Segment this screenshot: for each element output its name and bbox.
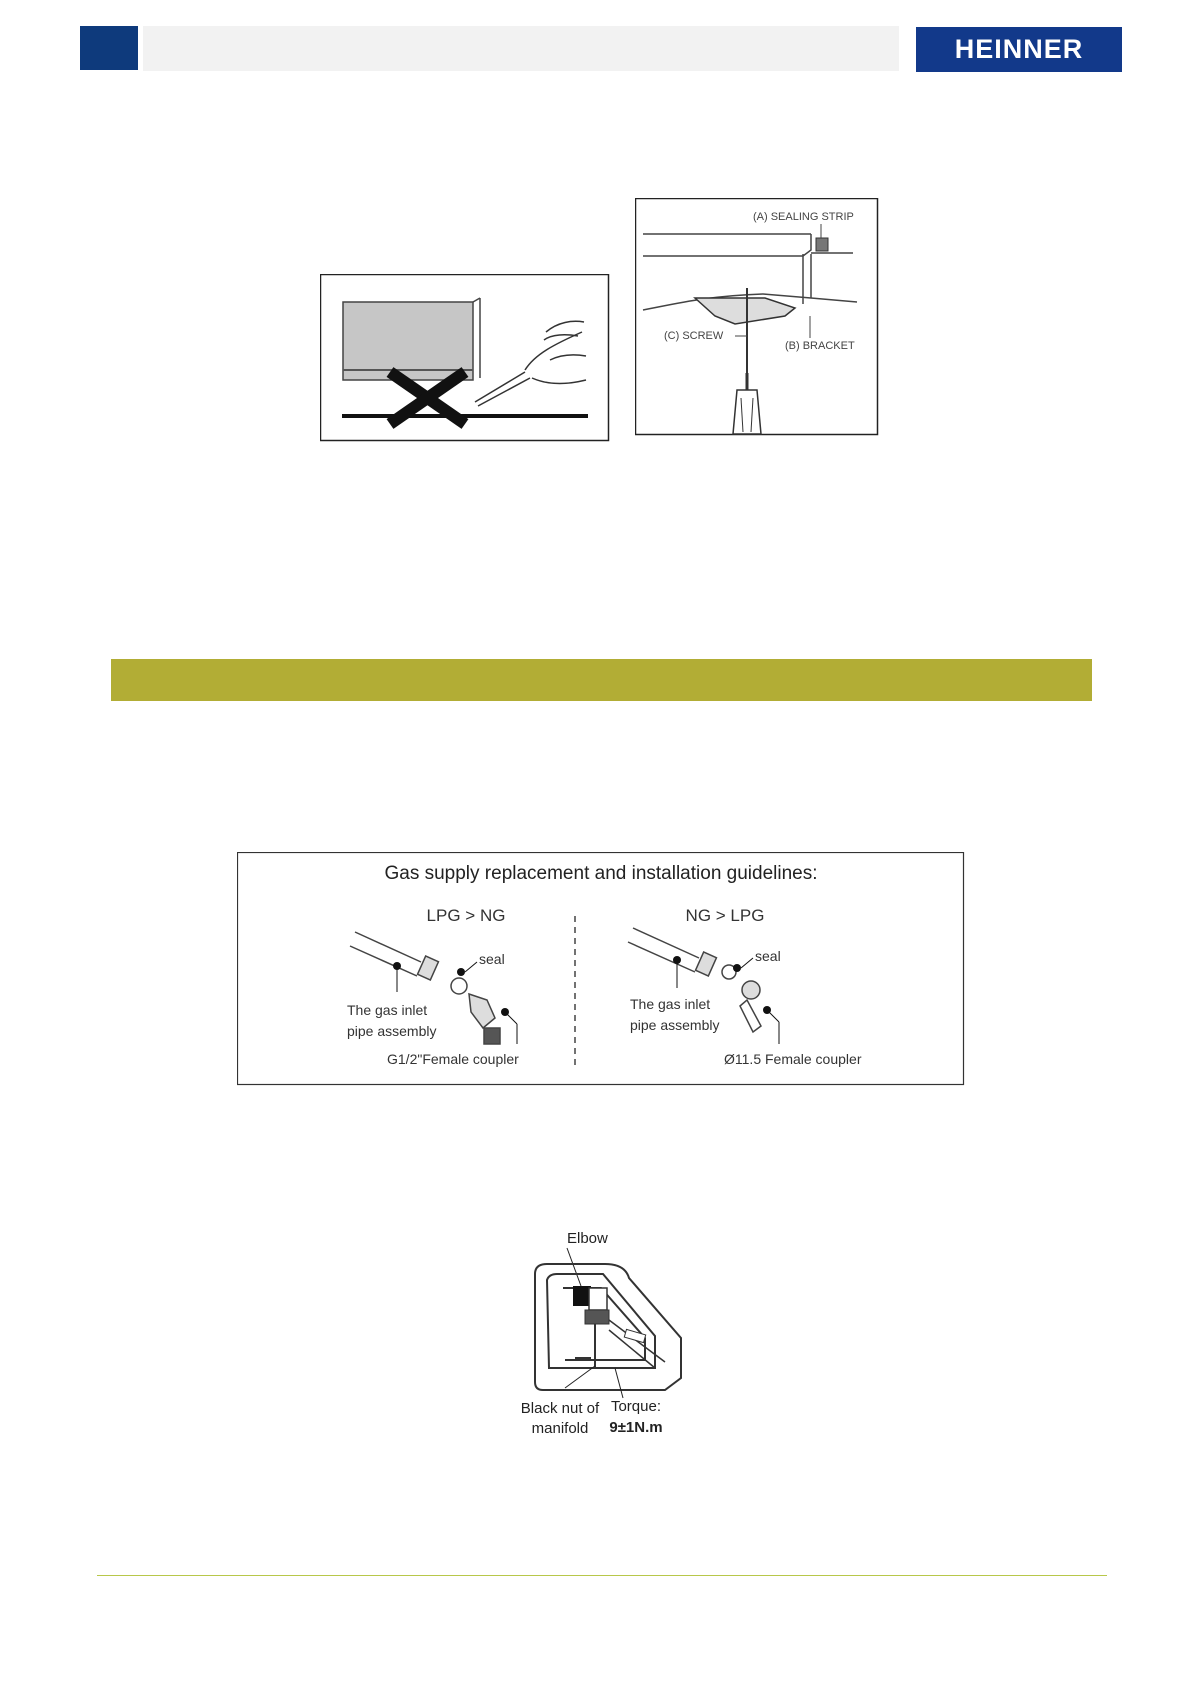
figure-bracket-install <box>635 198 879 436</box>
right-pipe-label-line1: The gas inlet <box>630 996 711 1012</box>
footer-divider <box>97 1575 1107 1576</box>
left-seal-label: seal <box>479 951 505 967</box>
figure-no-pry <box>320 274 610 442</box>
left-pipe-label-line2: pipe assembly <box>347 1023 437 1039</box>
header-accent-block <box>80 26 138 70</box>
right-pipe-label-line2: pipe assembly <box>630 1017 720 1033</box>
sealing-strip <box>816 238 828 251</box>
left-pipe-label-line1: The gas inlet <box>347 1002 428 1018</box>
header-bar <box>143 26 899 71</box>
elbow-label: Elbow <box>567 1230 608 1247</box>
nut-label-line1: Black nut of <box>520 1400 600 1417</box>
brand-logo-text: HEINNER <box>954 34 1084 64</box>
section-heading-band <box>111 659 1092 701</box>
figure-elbow-manifold <box>505 1228 705 1448</box>
guidelines-title: Gas supply replacement and installation guidelines: <box>384 863 818 884</box>
nut-label-line2: manifold <box>531 1420 589 1437</box>
right-heading: NG > LPG <box>685 906 765 925</box>
torque-value: 9±1N.m <box>609 1419 663 1436</box>
black-nut-part <box>585 1310 609 1324</box>
left-coupler-label: G1/2"Female coupler <box>387 1051 519 1067</box>
hob-corner-icon <box>535 1264 681 1390</box>
figure-gas-supply-guidelines <box>237 852 965 1086</box>
right-coupler-label: Ø11.5 Female coupler <box>724 1051 862 1067</box>
right-seal-label: seal <box>755 948 781 964</box>
label-bracket: (B) BRACKET <box>785 340 855 352</box>
screwdriver-icon <box>733 390 761 434</box>
label-screw: (C) SCREW <box>664 330 724 342</box>
label-sealing-strip: (A) SEALING STRIP <box>753 211 854 223</box>
brand-logo <box>916 27 1122 72</box>
left-heading: LPG > NG <box>426 906 506 925</box>
torque-label: Torque: <box>610 1398 662 1415</box>
